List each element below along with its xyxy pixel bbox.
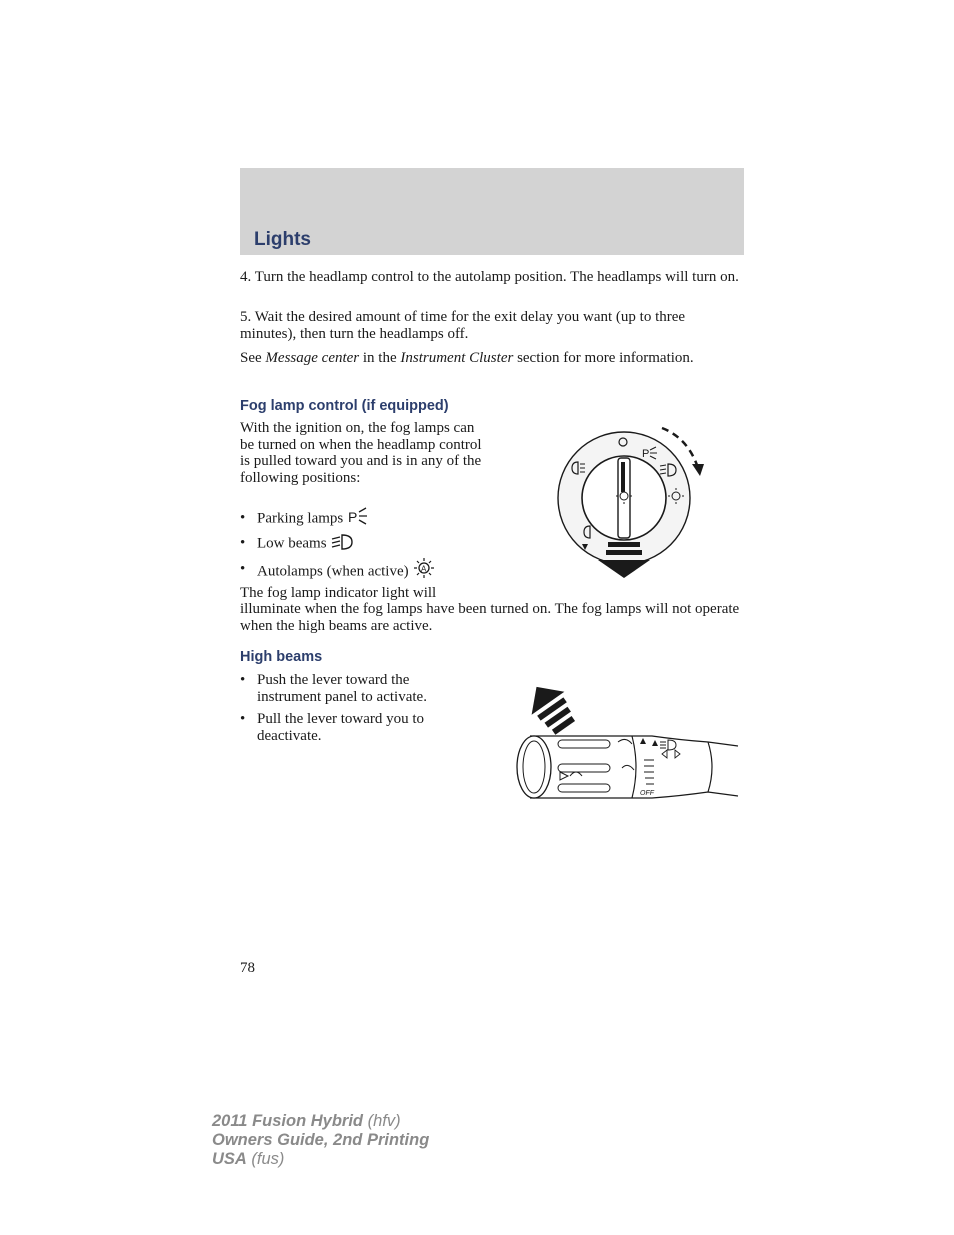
high-beams-heading: High beams	[240, 649, 323, 665]
fog-indicator-line1: The fog lamp indicator light will	[240, 585, 437, 601]
autolamps-icon	[412, 557, 436, 579]
bullet-label: Low beams	[257, 535, 327, 552]
section-title: Lights	[254, 229, 311, 250]
bullet-label: Parking lamps	[257, 510, 344, 527]
bullet-label: Autolamps (when active)	[257, 563, 409, 580]
fog-lamp-heading: Fog lamp control (if equipped)	[240, 398, 449, 414]
see-note-mid: in the	[359, 350, 401, 366]
bullet-label: Pull the lever toward you to deactivate.	[257, 711, 425, 744]
see-note	[240, 350, 740, 367]
turn-signal-icon	[662, 750, 680, 758]
wiper-interval-icon	[622, 765, 634, 770]
wiper-icon	[570, 772, 582, 776]
parking-position-icon: P	[642, 448, 650, 460]
svg-text:P: P	[348, 509, 358, 525]
svg-text:A: A	[421, 564, 427, 574]
parking-lamps-icon	[347, 507, 369, 525]
step-4-text: 4. Turn the headlamp control to the autolamp position. The headlamps will turn on.	[240, 269, 739, 285]
interval-marks	[644, 760, 654, 784]
footer-line-3: USA (fus)	[212, 1150, 285, 1168]
push-arrow-icon	[520, 675, 581, 739]
headlamp-control-illustration	[548, 420, 708, 580]
off-label: OFF	[640, 790, 654, 797]
see-note-pre: See	[240, 350, 266, 366]
wiper-high-icon	[618, 739, 632, 744]
see-note-ref-instrument-cluster: Instrument Cluster	[400, 350, 514, 366]
low-beams-icon	[330, 533, 354, 551]
high-beam-icon	[660, 740, 676, 750]
page-number: 78	[240, 960, 255, 976]
fog-lamp-intro: With the ignition on, the fog lamps can be turned on when the headlamp control is pulled toward you and is in any of the following positions:	[240, 420, 482, 486]
see-note-post: section for more information.	[513, 350, 694, 366]
section-header	[240, 168, 744, 255]
multifunction-lever-illustration	[512, 684, 742, 809]
footer-line-1: 2011 Fusion Hybrid (hfv)	[212, 1112, 401, 1130]
lever-end-cap	[517, 736, 551, 798]
bullet-label: Push the lever toward the instrument panel to activate.	[257, 672, 427, 705]
footer	[212, 1112, 429, 1169]
fog-indicator-rest: illuminate when the fog lamps have been turned on. The fog lamps will not operate when the high beams are active.	[240, 601, 740, 634]
see-note-ref-message-center: Message center	[265, 350, 360, 366]
footer-line-2: Owners Guide, 2nd Printing	[212, 1131, 430, 1149]
knob-indicator	[621, 462, 625, 492]
rotate-arrow-head	[692, 464, 704, 476]
step-5-text: 5. Wait the desired amount of time for the exit delay you want (up to three minutes), then turn the headlamps off.	[240, 309, 686, 342]
washer-icon	[560, 772, 568, 780]
